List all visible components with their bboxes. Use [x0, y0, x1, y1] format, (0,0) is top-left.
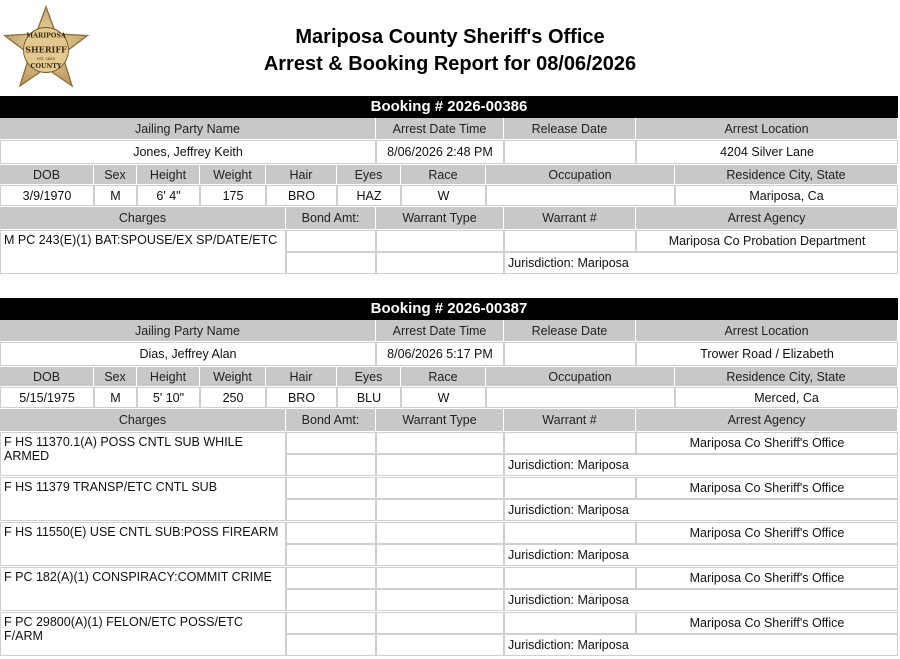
header-arrest-agency: Arrest Agency	[636, 207, 898, 229]
value-location: 4204 Silver Lane	[636, 140, 898, 164]
header-warrant-no: Warrant #	[504, 207, 636, 229]
svg-text:EST. 1850: EST. 1850	[37, 56, 55, 61]
header-sex: Sex	[94, 367, 137, 386]
value-height: 5' 10"	[137, 387, 200, 408]
header-weight: Weight	[200, 367, 266, 386]
warrant-type	[376, 634, 504, 656]
warrant-number	[504, 522, 636, 544]
value-arrest-dt: 8/06/2026 2:48 PM	[376, 140, 504, 164]
warrant-type	[376, 477, 504, 499]
jurisdiction: Jurisdiction: Mariposa	[504, 544, 898, 566]
warrant-number	[504, 612, 636, 634]
bond-amount	[286, 589, 376, 611]
header-charges: Charges	[0, 207, 286, 229]
header-dob: DOB	[0, 367, 94, 386]
warrant-number	[504, 230, 636, 252]
header-hair: Hair	[266, 367, 337, 386]
charge-description: F PC 29800(A)(1) FELON/ETC POSS/ETC F/ARM	[0, 612, 286, 656]
warrant-type	[376, 252, 504, 274]
bond-amount	[286, 634, 376, 656]
header-occupation: Occupation	[486, 165, 675, 184]
value-eyes: BLU	[337, 387, 401, 408]
header-height: Height	[137, 367, 200, 386]
header-warrant-no: Warrant #	[504, 409, 636, 431]
warrant-type	[376, 230, 504, 252]
charge-description: F HS 11379 TRANSP/ETC CNTL SUB	[0, 477, 286, 521]
value-occupation	[486, 185, 675, 206]
value-race: W	[401, 387, 486, 408]
bond-amount	[286, 499, 376, 521]
header-warrant-type: Warrant Type	[376, 207, 504, 229]
header-arrest-location: Arrest Location	[636, 320, 898, 341]
value-height: 6' 4"	[137, 185, 200, 206]
header-arrest-dt: Arrest Date Time	[376, 118, 504, 139]
booking-number-bar: Booking # 2026-00387	[0, 298, 898, 320]
header-occupation: Occupation	[486, 367, 675, 386]
report-header	[0, 0, 900, 96]
header-bond: Bond Amt:	[286, 207, 376, 229]
charge-description: F HS 11370.1(A) POSS CNTL SUB WHILE ARMED	[0, 432, 286, 476]
header-residence: Residence City, State	[675, 367, 898, 386]
bond-amount	[286, 544, 376, 566]
value-name: Jones, Jeffrey Keith	[0, 140, 376, 164]
jurisdiction: Jurisdiction: Mariposa	[504, 252, 898, 274]
header-warrant-type: Warrant Type	[376, 409, 504, 431]
arrest-agency: Mariposa Co Sheriff's Office	[636, 612, 898, 634]
warrant-type	[376, 522, 504, 544]
arrest-agency: Mariposa Co Sheriff's Office	[636, 567, 898, 589]
arrest-agency: Mariposa Co Sheriff's Office	[636, 432, 898, 454]
value-name: Dias, Jeffrey Alan	[0, 342, 376, 366]
arrest-agency: Mariposa Co Probation Department	[636, 230, 898, 252]
header-eyes: Eyes	[337, 165, 401, 184]
jurisdiction: Jurisdiction: Mariposa	[504, 454, 898, 476]
header-arrest-location: Arrest Location	[636, 118, 898, 139]
jurisdiction: Jurisdiction: Mariposa	[504, 634, 898, 656]
header-release-date: Release Date	[504, 320, 636, 341]
warrant-type	[376, 432, 504, 454]
header-jailing-party: Jailing Party Name	[0, 118, 376, 139]
booking-number-bar: Booking # 2026-00386	[0, 96, 898, 118]
charge-description: M PC 243(E)(1) BAT:SPOUSE/EX SP/DATE/ETC	[0, 230, 286, 274]
bond-amount	[286, 432, 376, 454]
value-release-date	[504, 342, 636, 366]
header-arrest-dt: Arrest Date Time	[376, 320, 504, 341]
value-dob: 3/9/1970	[0, 185, 94, 206]
header-weight: Weight	[200, 165, 266, 184]
header-charges: Charges	[0, 409, 286, 431]
header-race: Race	[401, 367, 486, 386]
arrest-agency: Mariposa Co Sheriff's Office	[636, 477, 898, 499]
warrant-number	[504, 477, 636, 499]
header-arrest-agency: Arrest Agency	[636, 409, 898, 431]
value-sex: M	[94, 387, 137, 408]
header-residence: Residence City, State	[675, 165, 898, 184]
value-hair: BRO	[266, 185, 337, 206]
bond-amount	[286, 477, 376, 499]
value-release-date	[504, 140, 636, 164]
bond-amount	[286, 522, 376, 544]
warrant-type	[376, 612, 504, 634]
bond-amount	[286, 567, 376, 589]
warrant-type	[376, 454, 504, 476]
value-hair: BRO	[266, 387, 337, 408]
bond-amount	[286, 230, 376, 252]
report-subtitle: Arrest & Booking Report for 08/06/2026	[263, 53, 637, 75]
value-sex: M	[94, 185, 137, 206]
header-jailing-party: Jailing Party Name	[0, 320, 376, 341]
svg-text:COUNTY: COUNTY	[30, 63, 62, 71]
header-eyes: Eyes	[337, 367, 401, 386]
charge-description: F HS 11550(E) USE CNTL SUB:POSS FIREARM	[0, 522, 286, 566]
value-dob: 5/15/1975	[0, 387, 94, 408]
value-weight: 250	[200, 387, 266, 408]
warrant-number	[504, 432, 636, 454]
value-eyes: HAZ	[337, 185, 401, 206]
warrant-type	[376, 544, 504, 566]
jurisdiction: Jurisdiction: Mariposa	[504, 589, 898, 611]
header-height: Height	[137, 165, 200, 184]
value-occupation	[486, 387, 675, 408]
warrant-type	[376, 589, 504, 611]
warrant-number	[504, 567, 636, 589]
header-hair: Hair	[266, 165, 337, 184]
sheriff-badge-icon	[1, 5, 91, 95]
header-release-date: Release Date	[504, 118, 636, 139]
value-arrest-dt: 8/06/2026 5:17 PM	[376, 342, 504, 366]
header-race: Race	[401, 165, 486, 184]
svg-text:MARIPOSA: MARIPOSA	[26, 32, 66, 40]
header-bond: Bond Amt:	[286, 409, 376, 431]
value-residence: Merced, Ca	[675, 387, 898, 408]
warrant-type	[376, 567, 504, 589]
value-weight: 175	[200, 185, 266, 206]
charge-description: F PC 182(A)(1) CONSPIRACY:COMMIT CRIME	[0, 567, 286, 611]
warrant-type	[376, 499, 504, 521]
arrest-agency: Mariposa Co Sheriff's Office	[636, 522, 898, 544]
value-race: W	[401, 185, 486, 206]
value-residence: Mariposa, Ca	[675, 185, 898, 206]
bond-amount	[286, 612, 376, 634]
value-location: Trower Road / Elizabeth	[636, 342, 898, 366]
report-title: Mariposa County Sheriff's Office	[295, 26, 605, 48]
jurisdiction: Jurisdiction: Mariposa	[504, 499, 898, 521]
bond-amount	[286, 454, 376, 476]
header-dob: DOB	[0, 165, 94, 184]
bond-amount	[286, 252, 376, 274]
svg-text:SHERIFF: SHERIFF	[25, 44, 67, 55]
header-sex: Sex	[94, 165, 137, 184]
